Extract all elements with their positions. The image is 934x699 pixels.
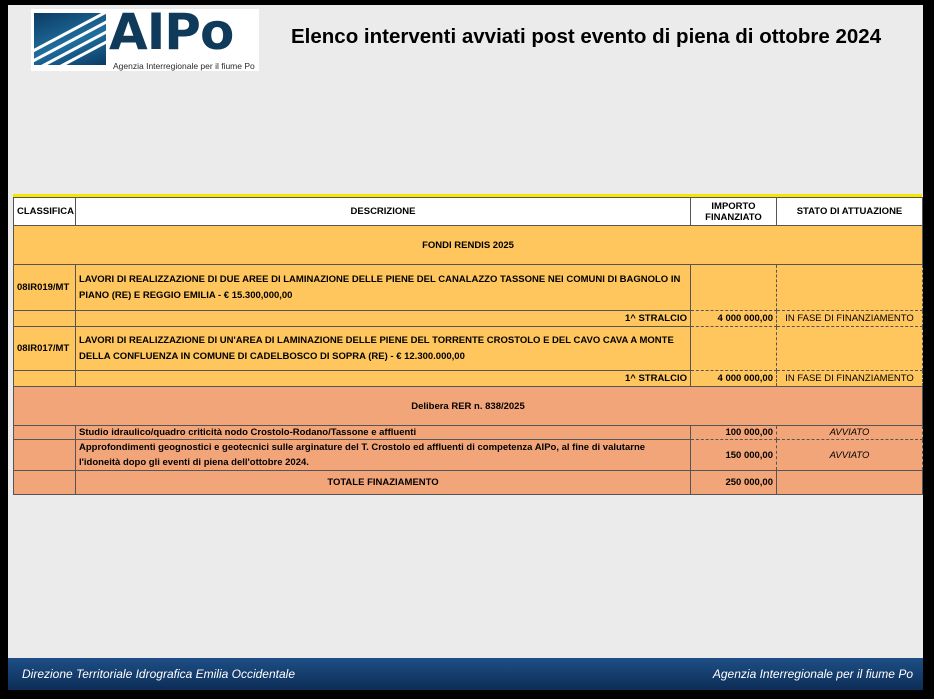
footer-right: Agenzia Interregionale per il fiume Po xyxy=(712,667,913,681)
header-descrizione: DESCRIZIONE xyxy=(76,198,691,226)
aipo-logo xyxy=(31,3,259,71)
table-subrow xyxy=(14,371,923,387)
slide xyxy=(8,5,923,690)
total-label: TOTALE FINAZIAMENTO xyxy=(76,471,691,495)
row-code-empty xyxy=(14,371,76,387)
footer-left: Direzione Territoriale Idrografica Emilia Occidentale xyxy=(22,667,296,681)
header-classifica: CLASSIFICA xyxy=(14,198,76,226)
row-stralcio: 1^ STRALCIO xyxy=(76,311,691,327)
section-title-rendis: FONDI RENDIS 2025 xyxy=(14,226,923,265)
table-header-row xyxy=(14,198,923,226)
row-code: 08IR017/MT xyxy=(14,327,76,371)
row-status: AVVIATO xyxy=(777,440,923,471)
interventions-table xyxy=(13,194,922,495)
total-amount: 250 000,00 xyxy=(691,471,777,495)
row-status: IN FASE DI FINANZIAMENTO xyxy=(777,311,923,327)
row-code-empty xyxy=(14,440,76,471)
row-amount: 100 000,00 xyxy=(691,426,777,440)
row-description: Approfondimenti geognostici e geotecnici sulle arginature del T. Crostolo ed affluenti di competenza AIPo, al fine di valutarne l'idoneità dopo gli eventi di piena dell'ottobre 2024. xyxy=(76,440,691,471)
logo-wordmark: AIPo xyxy=(109,3,234,61)
row-description: LAVORI DI REALIZZAZIONE DI UN'AREA DI LAMINAZIONE DELLE PIENE DEL TORRENTE CROSTOLO E DEL CAVO CAVA A MONTE DELLA CONFLUENZA IN COMUNE DI CADELBOSCO DI SOPRA (RE) - € 12.300.000,00 xyxy=(76,327,691,371)
header-stato: STATO DI ATTUAZIONE xyxy=(777,198,923,226)
footer-bar xyxy=(8,658,923,690)
row-code: 08IR019/MT xyxy=(14,265,76,311)
row-amount: 4 000 000,00 xyxy=(691,311,777,327)
row-amount-empty xyxy=(691,265,777,311)
table-row xyxy=(14,440,923,471)
total-code-empty xyxy=(14,471,76,495)
row-code-empty xyxy=(14,426,76,440)
row-amount: 4 000 000,00 xyxy=(691,371,777,387)
section-row xyxy=(14,226,923,265)
table-subrow xyxy=(14,311,923,327)
row-amount: 150 000,00 xyxy=(691,440,777,471)
header-importo: IMPORTO FINANZIATO xyxy=(691,198,777,226)
row-status-empty xyxy=(777,265,923,311)
row-description: LAVORI DI REALIZZAZIONE DI DUE AREE DI LAMINAZIONE DELLE PIENE DEL CANALAZZO TASSONE NEI COMUNI DI BAGNOLO IN PIANO (RE) E REGGIO EMILIA - € 15.300,000,00 xyxy=(76,265,691,311)
row-status: IN FASE DI FINANZIAMENTO xyxy=(777,371,923,387)
row-stralcio: 1^ STRALCIO xyxy=(76,371,691,387)
section-row xyxy=(14,387,923,426)
total-status-empty xyxy=(777,471,923,495)
row-amount-empty xyxy=(691,327,777,371)
river-logo-icon xyxy=(34,13,106,65)
row-status-empty xyxy=(777,327,923,371)
row-description: Studio idraulico/quadro criticità nodo Crostolo-Rodano/Tassone e affluenti xyxy=(76,426,691,440)
page-title: Elenco interventi avviati post evento di piena di ottobre 2024 xyxy=(291,25,882,48)
total-row xyxy=(14,471,923,495)
logo-subtitle: Agenzia Interregionale per il fiume Po xyxy=(113,61,255,71)
row-code-empty xyxy=(14,311,76,327)
table-row xyxy=(14,265,923,311)
table-row xyxy=(14,327,923,371)
row-status: AVVIATO xyxy=(777,426,923,440)
section-title-delibera: Delibera RER n. 838/2025 xyxy=(14,387,923,426)
table-row xyxy=(14,426,923,440)
